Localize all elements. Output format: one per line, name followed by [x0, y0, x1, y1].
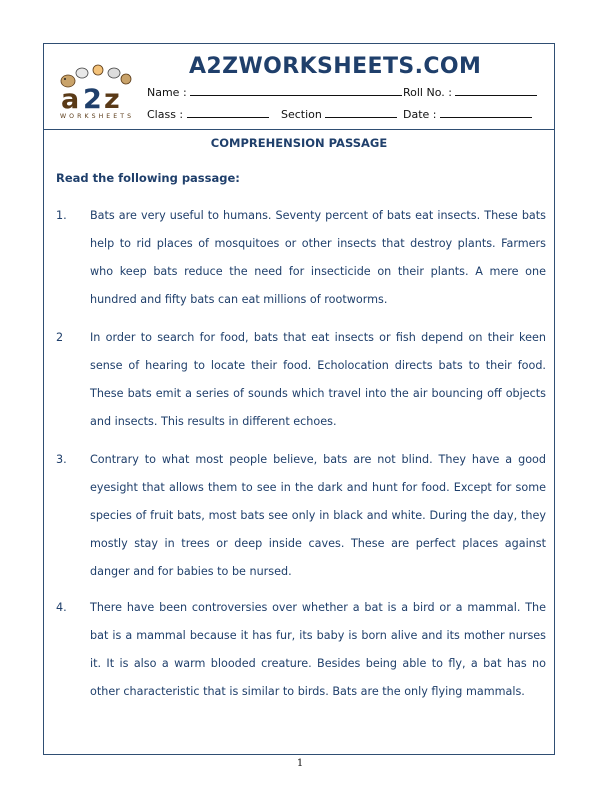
class-field — [147, 107, 269, 121]
instruction-text: Read the following passage: — [56, 171, 240, 185]
roll-blank — [455, 85, 537, 96]
section-blank — [325, 107, 397, 118]
worksheet-header — [44, 44, 554, 130]
paragraph-number: 2 — [56, 331, 64, 344]
section-label: Section — [281, 108, 322, 121]
paragraph-number: 3. — [56, 453, 67, 466]
paragraph-number: 4. — [56, 601, 67, 614]
date-blank — [440, 107, 532, 118]
name-blank — [190, 85, 402, 96]
paragraph-text: Bats are very useful to humans. Seventy percent of bats eat insects. These bats help to rid places of mosquitoes or other insects that destroy plants. Farmers who keep bats reduce the need for insecticide on their plants. A mere one hundred and fifty bats can eat millions of rootworms. — [90, 209, 546, 306]
paragraph-text: Contrary to what most people believe, bats are not blind. They have a good eyesight that allows them to see in the dark and hunt for food. Except for some species of fruit bats, most bats see only in black and white. During the day, they mostly stay in trees or deep inside caves. These are perfect places against danger and for babies to be nursed. — [90, 453, 546, 578]
section-field — [281, 107, 397, 121]
svg-text:z: z — [104, 84, 120, 115]
site-title: A2ZWORKSHEETS.COM — [189, 54, 482, 79]
a2z-logo — [58, 61, 134, 121]
svg-text:a: a — [61, 84, 80, 115]
paragraph-number: 1. — [56, 209, 67, 222]
page-border — [43, 43, 555, 755]
class-blank — [187, 107, 269, 118]
roll-field — [403, 85, 537, 99]
roll-label: Roll No. : — [403, 86, 452, 99]
page-number: 1 — [296, 758, 304, 769]
svg-text:WORKSHEETS: WORKSHEETS — [60, 113, 132, 120]
section-title: COMPREHENSION PASSAGE — [210, 136, 388, 150]
date-label: Date : — [403, 108, 437, 121]
class-label: Class : — [147, 108, 184, 121]
name-field — [147, 85, 402, 99]
svg-text:2: 2 — [83, 84, 102, 115]
name-label: Name : — [147, 86, 187, 99]
date-field — [403, 107, 532, 121]
paragraph-text: There have been controversies over whether a bat is a bird or a mammal. The bat is a mammal because it has fur, its baby is born alive and its mother nurses it. It is also a warm blooded creature. Besides being able to fly, a bat has no other characteristic that is similar to birds. Bats are the only flying mammals. — [90, 601, 546, 698]
paragraph-text: In order to search for food, bats that eat insects or fish depend on their keen sense of hearing to locate their food. Echolocation directs bats to their food. These bats emit a series of sounds which travel into the air bouncing off objects and insects. This results in different echoes. — [90, 331, 546, 428]
